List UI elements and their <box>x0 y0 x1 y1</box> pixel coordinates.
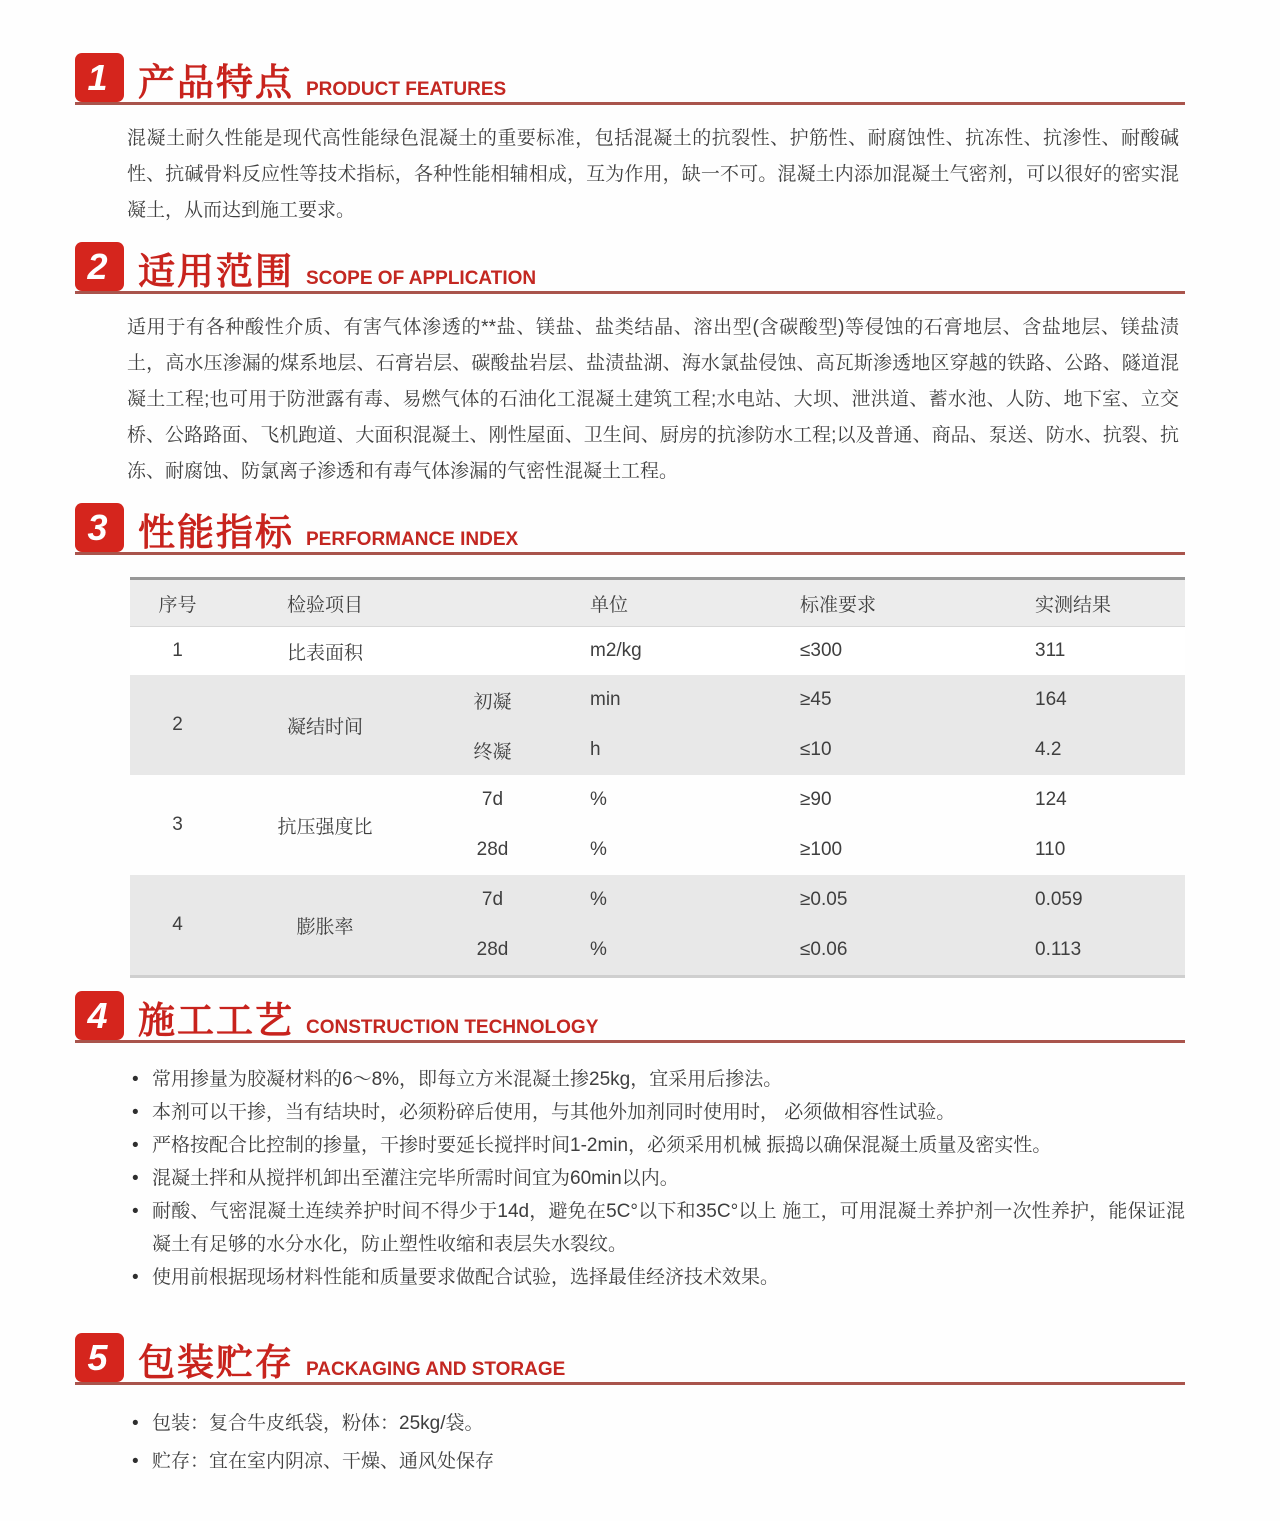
section-subtitle-en: PACKAGING AND STORAGE <box>306 1359 566 1380</box>
table-header-row <box>130 580 1185 627</box>
section-number-badge: 5 <box>75 1333 124 1382</box>
section-header <box>75 500 1185 555</box>
section-paragraph: 适用于有各种酸性介质、有害气体渗透的**盐、镁盐、盐类结晶、溶出型(含碳酸型)等侵蚀的石膏地层、含盐地层、镁盐渍土，高水压渗漏的煤系地层、石膏岩层、碳酸盐岩层、盐渍盐湖、海水氯盐侵蚀、高瓦斯渗透地区穿越的铁路、公路、隧道混凝土工程;也可用于防泄露有毒、易燃气体的石油化工混凝土建筑工程;水电站、大坝、泄洪道、蓄水池、人防、地下室、立交桥、公路路面、飞机跑道、大面积混凝土、刚性屋面、卫生间、厨房的抗渗防水工程;以及普通、商品、泵送、防水、抗裂、抗冻、耐腐蚀、防氯离子渗透和有毒气体渗漏的气密性混凝土工程。 <box>127 317 1179 482</box>
section-scope-of-application <box>75 239 1185 490</box>
table-cell-requirement: ≥100 <box>800 839 843 860</box>
table-cell-sub: 终凝 <box>473 741 512 763</box>
performance-table <box>130 577 1185 978</box>
table-cell-unit: % <box>590 889 607 910</box>
table-cell-unit: % <box>590 839 607 860</box>
table-cell-result: 124 <box>1035 789 1067 810</box>
table-cell-unit: h <box>590 739 601 760</box>
table-cell-no: 2 <box>172 714 183 735</box>
table-cell-sub: 7d <box>481 789 504 810</box>
table-header-cell: 单位 <box>590 594 629 616</box>
bullet-item: • 使用前根据现场材料性能和质量要求做配合试验，选择最佳经济技术效果。 <box>130 1261 1185 1294</box>
section-number-badge: 4 <box>75 991 124 1040</box>
section-subtitle-en: PRODUCT FEATURES <box>306 79 507 100</box>
bullet-item: • 严格按配合比控制的掺量，干掺时要延长搅拌时间1-2min，必须采用机械 振捣以确保混凝土质量及密实性。 <box>130 1129 1185 1162</box>
table-row <box>130 875 1185 975</box>
table-header-cell: 检验项目 <box>286 594 363 616</box>
table-header-cell <box>425 580 560 626</box>
table-cell-item: 凝结时间 <box>286 716 363 738</box>
table-header-cell: 序号 <box>158 594 197 616</box>
table-cell-unit: min <box>590 689 621 710</box>
bullet-item: • 包装：复合牛皮纸袋，粉体：25kg/袋。 <box>130 1405 1185 1443</box>
table-cell-sub <box>425 627 560 675</box>
section-title: 性能指标 <box>138 512 294 553</box>
section-subtitle-en: SCOPE OF APPLICATION <box>306 268 537 289</box>
table-cell-item: 抗压强度比 <box>277 816 373 838</box>
section-packaging-and-storage <box>75 1330 1185 1481</box>
table-cell-sub: 28d <box>476 939 509 960</box>
section-title: 包装贮存 <box>138 1342 294 1383</box>
table-cell-requirement: ≥0.05 <box>800 889 848 910</box>
table-cell-item: 比表面积 <box>286 642 363 664</box>
table-cell-result: 110 <box>1035 839 1066 860</box>
section-paragraph: 混凝土耐久性能是现代高性能绿色混凝土的重要标准，包括混凝土的抗裂性、护筋性、耐腐蚀性、抗冻性、抗渗性、耐酸碱性、抗碱骨料反应性等技术指标，各种性能相辅相成，互为作用，缺一不可。混凝土内添加混凝土气密剂，可以很好的密实混凝土，从而达到施工要求。 <box>127 128 1179 221</box>
table-cell-result: 0.059 <box>1035 889 1083 910</box>
table-cell-sub: 28d <box>476 839 509 860</box>
section-title: 施工工艺 <box>138 1000 294 1041</box>
section-performance-index <box>75 500 1185 978</box>
bullet-item: • 本剂可以干掺，当有结块时，必须粉碎后使用，与其他外加剂同时使用时， 必须做相容性试验。 <box>130 1096 1185 1129</box>
table-cell-unit: % <box>590 939 607 960</box>
packaging-bullet-list <box>130 1405 1185 1481</box>
table-cell-requirement: ≥45 <box>800 689 832 710</box>
section-title: 产品特点 <box>138 62 294 103</box>
section-number-badge: 2 <box>75 242 124 291</box>
table-header-cell: 标准要求 <box>800 594 877 616</box>
section-number-badge: 3 <box>75 503 124 552</box>
section-header <box>75 1330 1185 1385</box>
section-number-badge: 1 <box>75 53 124 102</box>
table-cell-sub: 初凝 <box>473 691 512 713</box>
section-product-features <box>75 50 1185 229</box>
table-cell-sub: 7d <box>481 889 504 910</box>
section-header <box>75 239 1185 294</box>
table-cell-requirement: ≤0.06 <box>800 939 848 960</box>
table-row <box>130 627 1185 675</box>
table-cell-result: 311 <box>1035 640 1066 661</box>
table-row <box>130 675 1185 775</box>
bullet-item: • 贮存：宜在室内阴凉、干燥、通风处保存 <box>130 1443 1185 1481</box>
section-title: 适用范围 <box>138 251 294 292</box>
section-construction-technology <box>75 988 1185 1294</box>
table-cell-no: 4 <box>172 914 183 935</box>
bullet-item: • 常用掺量为胶凝材料的6～8%，即每立方米混凝土掺25kg，宜采用后掺法。 <box>130 1063 1185 1096</box>
table-cell-unit: m2/kg <box>590 640 642 661</box>
bullet-item: • 耐酸、气密混凝土连续养护时间不得少于14d，避免在5C°以下和35C°以上 施工，可用混凝土养护剂一次性养护，能保证混凝土有足够的水分水化，防止塑性收缩和表层失水裂纹。 <box>130 1195 1185 1261</box>
table-cell-result: 164 <box>1035 689 1067 710</box>
table-cell-result: 0.113 <box>1035 939 1082 960</box>
construction-bullet-list <box>130 1063 1185 1294</box>
table-header-cell: 实测结果 <box>1035 594 1112 616</box>
table-cell-requirement: ≤300 <box>800 640 843 661</box>
section-header <box>75 988 1185 1043</box>
table-cell-item: 膨胀率 <box>296 916 354 938</box>
bullet-item: • 混凝土拌和从搅拌机卸出至灌注完毕所需时间宜为60min以内。 <box>130 1162 1185 1195</box>
table-cell-no: 3 <box>172 814 183 835</box>
table-cell-no: 1 <box>172 640 183 661</box>
table-cell-requirement: ≤10 <box>800 739 832 760</box>
table-cell-requirement: ≥90 <box>800 789 832 810</box>
table-cell-unit: % <box>590 789 607 810</box>
table-cell-result: 4.2 <box>1035 739 1062 760</box>
section-subtitle-en: CONSTRUCTION TECHNOLOGY <box>306 1017 599 1038</box>
section-subtitle-en: PERFORMANCE INDEX <box>306 529 519 550</box>
table-row <box>130 775 1185 875</box>
section-header <box>75 50 1185 105</box>
